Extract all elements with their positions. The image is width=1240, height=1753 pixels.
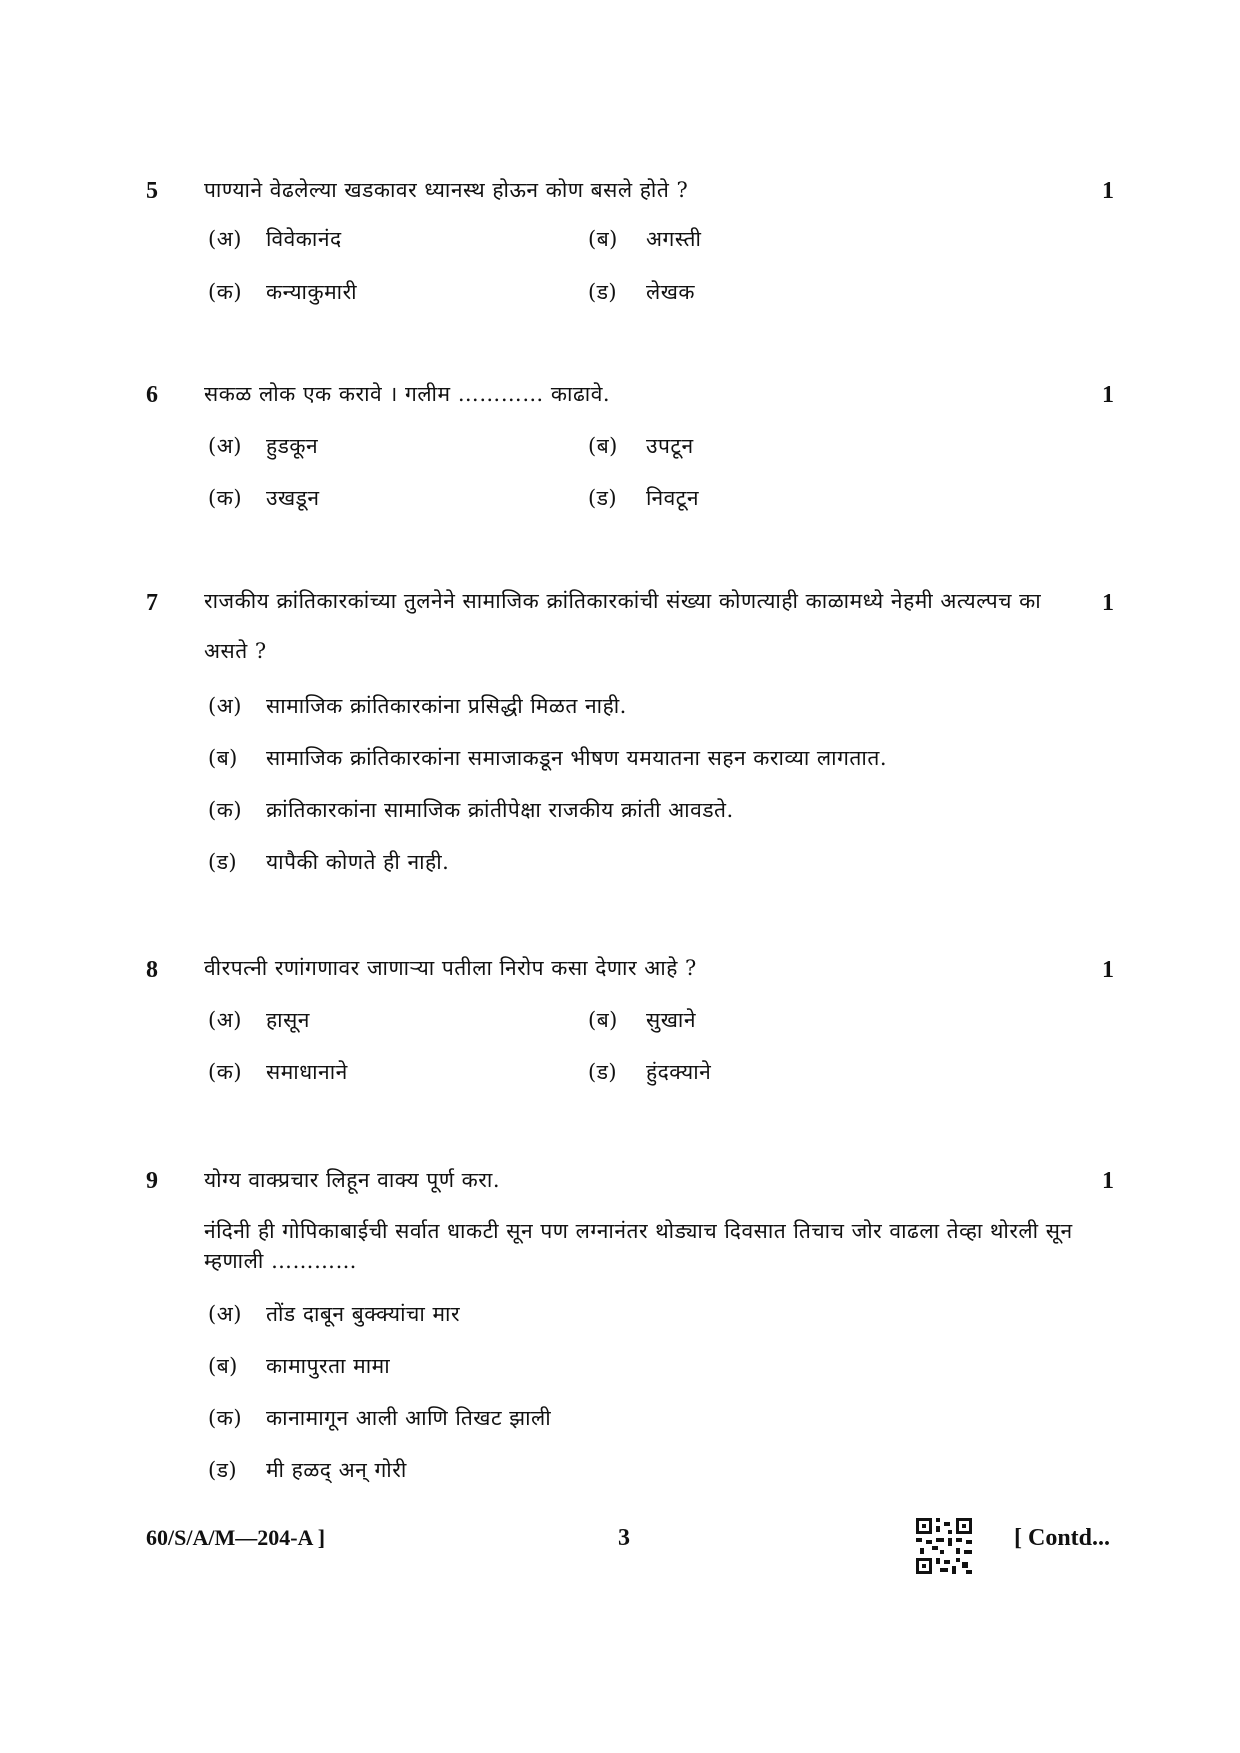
question-text: वीरपत्नी रणांगणावर जाणाऱ्या पतीला निरोप कसा देणार आहे ? [204, 956, 697, 980]
option-d: (ड) मी हळद् अन् गोरी [208, 1458, 407, 1482]
question-number: 6 [146, 382, 158, 408]
question-passage: नंदिनी ही गोपिकाबाईची सर्वात धाकटी सून पण लग्नानंतर थोड्याच दिवसात तिचाच जोर वाढला तेव्हा थोरली सून म्हणाली ………… [204, 1219, 1073, 1273]
option-c: (क) कानामागून आली आणि तिखट झाली [208, 1406, 552, 1430]
option-b: (ब) कामापुरता मामा [208, 1354, 391, 1378]
option-a: (अ) सामाजिक क्रांतिकारकांना प्रसिद्धी मिळत नाही. [208, 694, 627, 718]
option-a: (अ) तोंड दाबून बुक्क्यांचा मार [208, 1302, 461, 1326]
option-b: (ब) अगस्ती [588, 227, 702, 251]
page-number: 3 [618, 1525, 630, 1551]
question-marks: 1 [1102, 590, 1114, 616]
option-a: (अ) हासून [208, 1008, 310, 1032]
option-c: (क) उखडून [208, 486, 320, 510]
question-number: 9 [146, 1168, 158, 1194]
question-text: योग्य वाक्प्रचार लिहून वाक्य पूर्ण करा. [204, 1168, 501, 1192]
question-number: 8 [146, 957, 158, 983]
question-marks: 1 [1102, 178, 1114, 204]
continued-label: [ Contd... [1014, 1525, 1111, 1551]
option-c: (क) समाधानाने [208, 1060, 348, 1084]
qr-code-icon [916, 1518, 972, 1574]
option-b: (ब) सामाजिक क्रांतिकारकांना समाजाकडून भीषण यमयातना सहन कराव्या लागतात. [208, 746, 887, 770]
option-d: (ड) निवटून [588, 486, 700, 510]
option-d: (ड) लेखक [588, 280, 696, 304]
option-a: (अ) विवेकानंद [208, 227, 342, 251]
option-b: (ब) सुखाने [588, 1008, 696, 1032]
paper-code: 60/S/A/M—204-A ] [146, 1525, 326, 1550]
option-b: (ब) उपटून [588, 434, 694, 458]
option-d: (ड) यापैकी कोणते ही नाही. [208, 850, 450, 874]
question-text: पाण्याने वेढलेल्या खडकावर ध्यानस्थ होऊन कोण बसले होते ? [204, 178, 689, 202]
question-marks: 1 [1102, 957, 1114, 983]
option-a: (अ) हुडकून [208, 434, 319, 458]
question-text: राजकीय क्रांतिकारकांच्या तुलनेने सामाजिक क्रांतिकारकांची संख्या कोणत्याही काळामध्ये नेहमी अत्यल्पच का असते ? [204, 589, 1042, 663]
option-c: (क) कन्याकुमारी [208, 280, 358, 304]
question-marks: 1 [1102, 382, 1114, 408]
question-number: 5 [146, 178, 158, 204]
option-c: (क) क्रांतिकारकांना सामाजिक क्रांतीपेक्षा राजकीय क्रांती आवडते. [208, 798, 734, 822]
option-d: (ड) हुंदक्याने [588, 1060, 712, 1084]
question-text: सकळ लोक एक करावे । गलीम ………… काढावे. [204, 382, 611, 406]
question-number: 7 [146, 590, 158, 616]
question-marks: 1 [1102, 1168, 1114, 1194]
